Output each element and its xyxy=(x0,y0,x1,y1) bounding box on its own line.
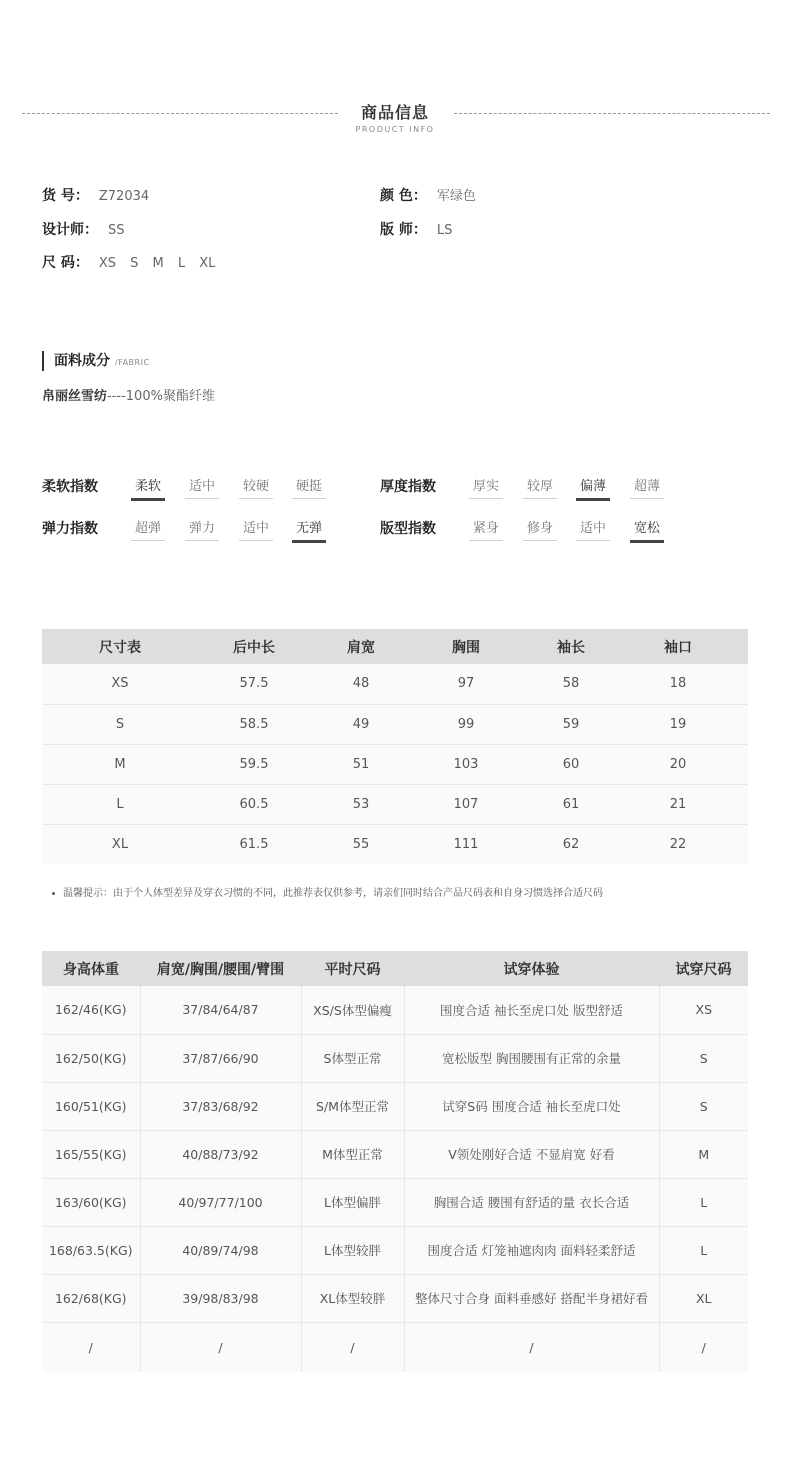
index-softness-label: 柔软指数 xyxy=(42,479,98,495)
table-row xyxy=(42,1034,748,1082)
table-cell: XL xyxy=(659,1274,748,1322)
table-cell: 宽松版型 胸围腰围有正常的余量 xyxy=(404,1034,659,1082)
index-fit-option: 适中 xyxy=(576,520,610,541)
table-cell: 59 xyxy=(520,704,622,744)
table-row xyxy=(42,704,748,744)
size-table-header: 尺寸表 xyxy=(42,629,198,664)
table-cell: 111 xyxy=(412,824,520,864)
table-cell: XS xyxy=(42,664,198,704)
index-elasticity-label: 弹力指数 xyxy=(42,521,98,537)
table-cell: 49 xyxy=(310,704,412,744)
table-cell: L xyxy=(659,1226,748,1274)
table-cell-spacer xyxy=(734,824,748,864)
table-cell: L xyxy=(42,784,198,824)
table-cell: 试穿S码 围度合适 袖长至虎口处 xyxy=(404,1082,659,1130)
table-row xyxy=(42,664,748,704)
table-cell: 胸围合适 腰围有舒适的量 衣长合适 xyxy=(404,1178,659,1226)
info-sizes-value: XS S M L XL xyxy=(98,256,216,271)
info-designer-label: 设计师： xyxy=(42,222,98,238)
size-table-header: 袖口 xyxy=(622,629,734,664)
table-cell: 37/83/68/92 xyxy=(140,1082,301,1130)
table-cell: 22 xyxy=(622,824,734,864)
table-cell: 40/88/73/92 xyxy=(140,1130,301,1178)
index-thickness-label: 厚度指数 xyxy=(380,479,436,495)
table-cell: 37/87/66/90 xyxy=(140,1034,301,1082)
table-cell: 107 xyxy=(412,784,520,824)
index-elasticity xyxy=(42,519,342,545)
table-cell: M xyxy=(42,744,198,784)
table-cell: 163/60(KG) xyxy=(42,1178,140,1226)
table-cell: 165/55(KG) xyxy=(42,1130,140,1178)
table-cell: 60 xyxy=(520,744,622,784)
index-thickness-option: 厚实 xyxy=(469,478,503,499)
try-on-table xyxy=(42,951,748,1372)
info-color xyxy=(380,186,476,206)
table-cell: V领处刚好合适 不显肩宽 好看 xyxy=(404,1130,659,1178)
table-cell: 51 xyxy=(310,744,412,784)
index-softness-option: 较硬 xyxy=(239,478,273,499)
table-row xyxy=(42,744,748,784)
info-item-no xyxy=(42,186,149,206)
table-cell: S/M体型正常 xyxy=(301,1082,404,1130)
fabric-name: 帛丽丝雪纺 xyxy=(42,389,108,404)
index-elasticity-option: 弹力 xyxy=(185,520,219,541)
table-cell-spacer xyxy=(734,664,748,704)
index-fit-label: 版型指数 xyxy=(380,521,436,537)
table-cell: 48 xyxy=(310,664,412,704)
table-row xyxy=(42,1274,748,1322)
table-cell: M体型正常 xyxy=(301,1130,404,1178)
table-cell-spacer xyxy=(734,744,748,784)
table-cell: / xyxy=(42,1322,140,1372)
info-color-value: 军绿色 xyxy=(436,189,476,204)
try-table-header: 试穿体验 xyxy=(404,951,659,986)
header-divider-right xyxy=(454,113,770,114)
table-cell: 19 xyxy=(622,704,734,744)
table-cell: 55 xyxy=(310,824,412,864)
index-fit-option: 紧身 xyxy=(469,520,503,541)
table-cell: 162/46(KG) xyxy=(42,986,140,1034)
table-cell: 围度合适 袖长至虎口处 版型舒适 xyxy=(404,986,659,1034)
index-softness xyxy=(42,477,342,503)
try-table-header: 身高体重 xyxy=(42,951,140,986)
table-cell: 20 xyxy=(622,744,734,784)
size-table-header: 袖长 xyxy=(520,629,622,664)
table-cell: 103 xyxy=(412,744,520,784)
index-elasticity-option: 适中 xyxy=(239,520,273,541)
index-elasticity-option: 超弹 xyxy=(131,520,165,541)
section-header xyxy=(0,98,790,138)
fabric-value: ----100%聚酯纤维 xyxy=(107,389,215,404)
fabric-title-en: /FABRIC xyxy=(115,358,150,367)
table-cell: 61 xyxy=(520,784,622,824)
size-tip-text: 温馨提示：由于个人体型差异及穿衣习惯的不同，此推荐表仅供参考，请亲们同时结合产品尺码表和自身习惯选择合适尺码 xyxy=(63,888,603,899)
table-row xyxy=(42,824,748,864)
info-item-no-label: 货 号： xyxy=(42,188,89,204)
fabric-composition xyxy=(42,387,215,407)
info-pattern-maker-label: 版 师： xyxy=(380,222,427,238)
table-cell: 58 xyxy=(520,664,622,704)
index-thickness-option: 偏薄 xyxy=(576,478,610,501)
table-cell: L体型较胖 xyxy=(301,1226,404,1274)
table-cell: 53 xyxy=(310,784,412,824)
table-cell: 62 xyxy=(520,824,622,864)
table-cell: 39/98/83/98 xyxy=(140,1274,301,1322)
table-cell: 97 xyxy=(412,664,520,704)
table-cell: 18 xyxy=(622,664,734,704)
info-item-no-value: Z72034 xyxy=(98,189,150,204)
try-table-header: 试穿尺码 xyxy=(659,951,748,986)
table-cell: XL xyxy=(42,824,198,864)
table-cell: S体型正常 xyxy=(301,1034,404,1082)
table-cell: L xyxy=(659,1178,748,1226)
table-cell: 37/84/64/87 xyxy=(140,986,301,1034)
info-pattern-maker-value: LS xyxy=(436,223,453,238)
info-sizes xyxy=(42,253,215,273)
table-cell: 59.5 xyxy=(198,744,310,784)
size-tip xyxy=(52,886,603,902)
info-designer-value: SS xyxy=(108,223,125,238)
table-cell: 60.5 xyxy=(198,784,310,824)
index-thickness-option: 超薄 xyxy=(630,478,664,499)
info-designer xyxy=(42,220,125,240)
try-table-header: 肩宽/胸围/腰围/臂围 xyxy=(140,951,301,986)
table-cell: S xyxy=(659,1034,748,1082)
table-cell: XS/S体型偏瘦 xyxy=(301,986,404,1034)
table-cell: 162/68(KG) xyxy=(42,1274,140,1322)
table-row xyxy=(42,986,748,1034)
try-table-header: 平时尺码 xyxy=(301,951,404,986)
table-cell: 21 xyxy=(622,784,734,824)
section-subtitle: PRODUCT INFO xyxy=(355,125,435,134)
table-cell: 162/50(KG) xyxy=(42,1034,140,1082)
index-softness-option: 硬挺 xyxy=(292,478,326,499)
info-pattern-maker xyxy=(380,220,452,240)
index-softness-option: 适中 xyxy=(185,478,219,499)
table-cell: 围度合适 灯笼袖遮肉肉 面料轻柔舒适 xyxy=(404,1226,659,1274)
size-table-header: 胸围 xyxy=(412,629,520,664)
table-cell: / xyxy=(659,1322,748,1372)
table-row xyxy=(42,1082,748,1130)
table-cell: / xyxy=(404,1322,659,1372)
index-fit-option: 修身 xyxy=(523,520,557,541)
size-chart-table xyxy=(42,629,748,864)
table-cell: 40/97/77/100 xyxy=(140,1178,301,1226)
table-cell: S xyxy=(42,704,198,744)
size-table-header: 后中长 xyxy=(198,629,310,664)
table-cell: 160/51(KG) xyxy=(42,1082,140,1130)
table-cell: 168/63.5(KG) xyxy=(42,1226,140,1274)
index-thickness xyxy=(380,477,680,503)
index-thickness-option: 较厚 xyxy=(523,478,557,499)
table-cell: M xyxy=(659,1130,748,1178)
index-softness-option: 柔软 xyxy=(131,478,165,501)
table-cell: XS xyxy=(659,986,748,1034)
table-cell: / xyxy=(301,1322,404,1372)
table-cell: 57.5 xyxy=(198,664,310,704)
table-row xyxy=(42,784,748,824)
table-cell: 整体尺寸合身 面料垂感好 搭配半身裙好看 xyxy=(404,1274,659,1322)
index-fit xyxy=(380,519,680,545)
table-row xyxy=(42,1178,748,1226)
table-row xyxy=(42,1130,748,1178)
index-elasticity-option: 无弹 xyxy=(292,520,326,543)
bullet-icon xyxy=(52,892,55,895)
size-table-header-spacer xyxy=(734,629,748,664)
info-color-label: 颜 色： xyxy=(380,188,427,204)
table-cell: 40/89/74/98 xyxy=(140,1226,301,1274)
table-row xyxy=(42,1226,748,1274)
section-title: 商品信息 xyxy=(360,103,429,122)
table-cell-spacer xyxy=(734,704,748,744)
info-sizes-label: 尺 码： xyxy=(42,255,89,271)
table-cell: 61.5 xyxy=(198,824,310,864)
size-table-header-row xyxy=(42,629,748,664)
index-fit-option: 宽松 xyxy=(630,520,664,543)
table-cell: L体型偏胖 xyxy=(301,1178,404,1226)
table-cell-spacer xyxy=(734,784,748,824)
try-table-header-row xyxy=(42,951,748,986)
table-cell: S xyxy=(659,1082,748,1130)
table-cell: / xyxy=(140,1322,301,1372)
table-row xyxy=(42,1322,748,1372)
table-cell: XL体型较胖 xyxy=(301,1274,404,1322)
table-cell: 58.5 xyxy=(198,704,310,744)
table-cell: 99 xyxy=(412,704,520,744)
fabric-title-text: 面料成分 xyxy=(54,353,110,369)
size-table-header: 肩宽 xyxy=(310,629,412,664)
fabric-title xyxy=(42,351,150,371)
